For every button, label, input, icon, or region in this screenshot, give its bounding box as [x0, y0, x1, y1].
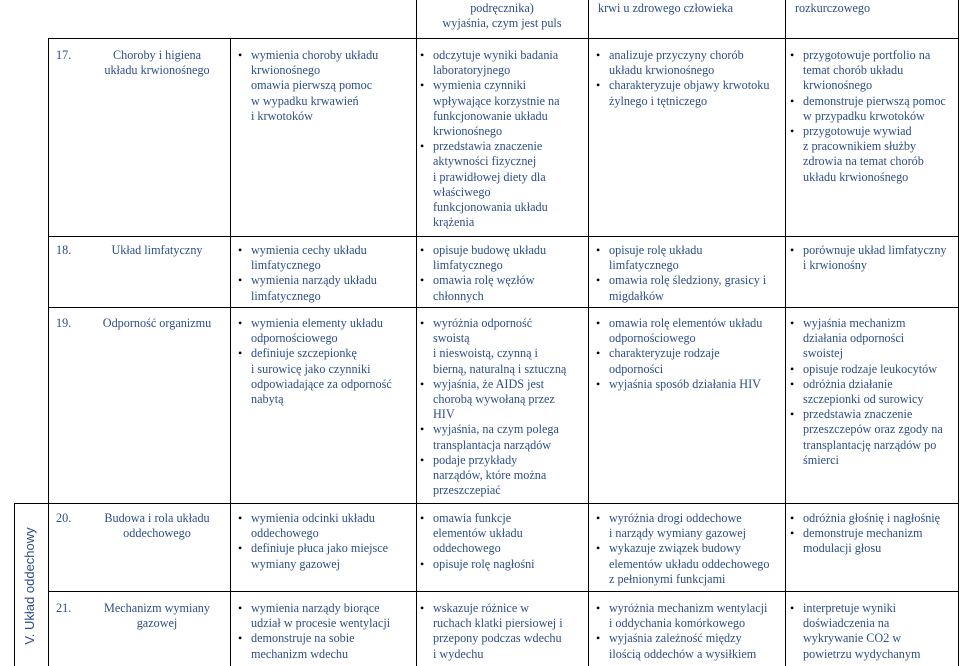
bullet-list — [420, 601, 586, 662]
bullet-line: chorobą wywołaną przez — [433, 392, 555, 407]
requirements-cell-c3 — [420, 316, 586, 498]
bullet-line: mechanizm wdechu — [251, 646, 349, 661]
bullet-line: • wymienia odcinki układu — [251, 511, 375, 525]
bullet-line: elementów układu — [433, 526, 523, 541]
bullet-line: szczepionki od surowicy — [803, 392, 924, 407]
bullet-list — [596, 511, 784, 587]
bullet-line: • demonstruje mechanizm — [803, 526, 923, 541]
bullet-item — [420, 377, 586, 423]
row-line-1 — [48, 236, 959, 237]
bullet-list — [790, 243, 956, 273]
bullet-list — [596, 601, 784, 662]
bullet-line: limfatycznego — [609, 258, 679, 273]
bullet-line: • przygotowuje portfolio na — [803, 48, 931, 62]
bullet-line: • wyjaśnia mechanizm — [803, 316, 906, 330]
bullet-line: • wyróżnia odporność — [433, 316, 533, 330]
bullet-line: • przedstawia znaczenie — [433, 139, 543, 154]
bullet-line: układu krwionośnego — [609, 63, 715, 78]
topic-cell — [86, 48, 228, 78]
topic-line: gazowej — [136, 616, 178, 631]
topic-line: Mechanizm wymiany — [104, 601, 210, 615]
bullet-line: • demonstruje pierwszą pomoc — [803, 93, 946, 108]
bullet-line: modulacji głosu — [803, 541, 882, 556]
row-number-text: 20. — [56, 511, 72, 525]
bullet-item — [790, 526, 956, 556]
bullet-item — [790, 316, 956, 362]
bullet-list — [790, 511, 956, 557]
bullet-line: krwionośnego — [433, 124, 503, 139]
row-number — [56, 316, 86, 331]
bullet-line: • charakteryzuje objawy krwotoku — [609, 78, 770, 93]
bullet-item — [420, 273, 586, 303]
top-cell-col3 — [416, 1, 588, 31]
requirements-cell-c3 — [420, 243, 586, 304]
bullet-line: przeszczepów oraz zgody na — [803, 422, 943, 437]
bullet-line: • podaje przykłady — [433, 452, 518, 467]
top-cell-col5 — [795, 1, 955, 16]
requirements-cell-c2 — [238, 316, 414, 407]
row-line-3 — [14, 503, 959, 504]
bullet-line: śmierci — [803, 452, 839, 467]
bullet-item — [238, 631, 414, 661]
bullet-line: i surowicę jako czynniki — [251, 361, 371, 376]
row-line-4 — [48, 591, 959, 592]
bullet-item — [420, 422, 586, 452]
bullet-line: ilością oddechów a wysiłkiem — [609, 646, 757, 661]
bullet-item — [238, 48, 414, 124]
topic-cell — [86, 601, 228, 631]
bullet-line: • omawia rolę śledziony, grasicy i — [609, 273, 767, 288]
row-number — [56, 601, 86, 616]
bullet-line: • omawia funkcje — [433, 511, 512, 525]
bullet-line: • analizuje przyczyny chorób — [609, 48, 744, 62]
bullet-line: • opisuje rodzaje leukocytów — [803, 361, 938, 376]
bullet-item — [420, 48, 586, 78]
bullet-line: • wymienia narządy biorące — [251, 601, 380, 615]
bullet-item — [238, 601, 414, 631]
bullet-item — [420, 601, 586, 662]
bullet-item — [596, 273, 784, 303]
bullet-item — [238, 541, 414, 571]
bullet-line: krwionośnego — [251, 63, 321, 78]
bullet-line: chłonnych — [433, 288, 484, 303]
bullet-line: • opisuje rolę układu — [609, 243, 703, 257]
bullet-line: elementów układu oddechowego — [609, 556, 770, 571]
bullet-line: limfatycznego — [433, 258, 503, 273]
bullet-line: funkcjonowanie układu — [433, 108, 548, 123]
bullet-line: • odczytuje wyniki badania — [433, 48, 559, 62]
row-number-text: 19. — [56, 316, 72, 330]
bullet-line: z pracownikiem służby — [803, 139, 917, 154]
requirements-cell-c4 — [596, 601, 784, 662]
bullet-line: wpływające korzystnie na — [433, 93, 560, 108]
bullet-list — [596, 243, 784, 304]
requirements-cell-c3 — [420, 601, 586, 662]
bullet-list — [420, 316, 586, 498]
row-number-text: 17. — [56, 48, 72, 62]
bullet-line: transplantacja narządów — [433, 437, 552, 452]
bullet-item — [790, 511, 956, 526]
bullet-line: laboratoryjnego — [433, 63, 511, 78]
bullet-item — [420, 453, 586, 499]
bullet-item — [596, 243, 784, 273]
requirements-cell-c4 — [596, 243, 784, 304]
col-divider-2 — [416, 0, 417, 666]
table-left-border — [48, 38, 49, 666]
top-col4-text: krwi u zdrowego człowieka — [598, 1, 734, 15]
bullet-line: przepony podczas wdechu — [433, 631, 562, 646]
bullet-line: • charakteryzuje rodzaje — [609, 346, 720, 361]
bullet-line: • wyjaśnia sposób działania HIV — [609, 376, 761, 391]
requirements-cell-c4 — [596, 48, 784, 109]
topic-line: Choroby i higiena — [112, 48, 201, 62]
bullet-line: omawia pierwszą pomoc — [251, 78, 373, 93]
bullet-list — [790, 316, 956, 468]
bullet-line: w wypadku krwawień — [251, 93, 359, 108]
bullet-line: oddechowego — [433, 541, 501, 556]
col-divider-4 — [785, 0, 786, 666]
bullet-line: • omawia rolę węzłów — [433, 273, 535, 288]
bullet-line: • odróżnia działanie — [803, 376, 893, 391]
bullet-item — [790, 407, 956, 468]
bullet-line: nabytą — [251, 392, 284, 407]
bullet-item — [420, 511, 586, 557]
bullet-line: • wymienia cechy układu — [251, 243, 367, 257]
bullet-item — [596, 78, 784, 108]
bullet-item — [420, 557, 586, 572]
bullet-item — [596, 377, 784, 392]
bullet-line: • definiuje płuca jako miejsce — [251, 541, 389, 556]
bullet-line: • demonstruje na sobie — [251, 631, 355, 646]
bullet-item — [790, 48, 956, 94]
table-right-border — [958, 0, 959, 666]
bullet-line: przeszczepiać — [433, 483, 501, 498]
bullet-item — [596, 631, 784, 661]
bullet-line: narządów, które można — [433, 468, 547, 483]
topic-cell — [86, 511, 228, 541]
requirements-cell-c5 — [790, 243, 956, 273]
bullet-item — [790, 377, 956, 407]
bullet-list — [790, 601, 956, 662]
bullet-line: • wymienia narządy układu — [251, 273, 377, 288]
bullet-line: żylnego i tętniczego — [609, 93, 708, 108]
requirements-cell-c4 — [596, 316, 784, 392]
row-number — [56, 511, 86, 526]
top-cell-col4 — [598, 1, 783, 16]
bullet-list — [238, 243, 414, 304]
bullet-line: • przedstawia znaczenie — [803, 407, 913, 422]
bullet-list — [596, 316, 784, 392]
bullet-item — [790, 124, 956, 185]
bullet-line: limfatycznego — [251, 258, 321, 273]
requirements-cell-c2 — [238, 243, 414, 304]
bullet-list — [238, 511, 414, 572]
bullet-line: temat chorób układu — [803, 63, 904, 78]
bullet-line: zdrowia na temat chorób — [803, 154, 924, 169]
bullet-line: swoistą — [433, 331, 470, 346]
topic-line: Budowa i rola układu — [104, 511, 210, 525]
row-number-text: 21. — [56, 601, 72, 615]
requirements-cell-c2 — [238, 511, 414, 572]
bullet-line: limfatycznego — [251, 288, 321, 303]
bullet-line: doświadczenia na — [803, 616, 890, 631]
section-label-respiratory: V. Układ oddechowy — [22, 527, 37, 645]
bullet-line: oddechowego — [251, 526, 319, 541]
bullet-line: krążenia — [433, 215, 475, 230]
requirements-cell-c5 — [790, 316, 956, 468]
requirements-cell-c5 — [790, 511, 956, 557]
bullet-item — [790, 601, 956, 662]
bullet-line: i wydechu — [433, 646, 484, 661]
topic-line: oddechowego — [123, 526, 191, 541]
bullet-line: z pełnionymi funkcjami — [609, 571, 726, 586]
requirements-cell-c5 — [790, 48, 956, 185]
bullet-line: • wyjaśnia, na czym polega — [433, 422, 559, 437]
requirements-cell-c5 — [790, 601, 956, 662]
col-divider-3 — [588, 0, 589, 666]
bullet-list — [420, 48, 586, 230]
bullet-line: • wymienia elementy układu — [251, 316, 383, 330]
bullet-line: właściwego — [433, 184, 491, 199]
bullet-line: • opisuje budowę układu — [433, 243, 547, 257]
bullet-line: • interpretuje wyniki — [803, 601, 897, 615]
bullet-line: • omawia rolę elementów układu — [609, 316, 763, 330]
bullet-line: • przygotowuje wywiad — [803, 124, 912, 139]
bullet-list — [420, 243, 586, 304]
bullet-line: i narządy wymiany gazowej — [609, 526, 747, 541]
requirements-cell-c2 — [238, 48, 414, 124]
row-line-2 — [48, 307, 959, 308]
bullet-list — [238, 48, 414, 124]
bullet-item — [238, 346, 414, 407]
bullet-item — [238, 511, 414, 541]
bullet-item — [420, 243, 586, 273]
bullet-line: i krwionośny — [803, 258, 867, 273]
bullet-line: • wymienia choroby układu — [251, 48, 379, 62]
bullet-line: • definiuje szczepionkę — [251, 346, 357, 361]
row-number — [56, 243, 86, 258]
bullet-item — [596, 511, 784, 541]
top-col3-line-1: podręcznika) — [470, 1, 534, 15]
requirements-cell-c2 — [238, 601, 414, 662]
bullet-line: • wskazuje różnice w — [433, 601, 530, 615]
bullet-item — [420, 139, 586, 230]
bullet-line: funkcjonowania układu — [433, 200, 548, 215]
bullet-line: • odróżnia głośnię i nagłośnię — [803, 511, 941, 525]
topic-cell — [86, 316, 228, 331]
bullet-item — [596, 346, 784, 376]
bullet-line: HIV — [433, 407, 455, 422]
col-divider-1 — [230, 38, 231, 666]
bullet-line: • wyjaśnia, że AIDS jest — [433, 376, 545, 391]
bullet-line: • porównuje układ limfatyczny — [803, 243, 947, 257]
bullet-line: działania odporności — [803, 331, 905, 346]
bullet-list — [420, 511, 586, 572]
bullet-line: • wyjaśnia zależność między — [609, 631, 742, 646]
bullet-line: odpornościowego — [609, 331, 696, 346]
bullet-list — [238, 316, 414, 407]
topic-line: Odporność organizmu — [102, 316, 212, 330]
bullet-item — [596, 316, 784, 346]
topic-cell — [86, 243, 228, 258]
bullet-line: transplantację narządów po — [803, 437, 937, 452]
bullet-line: i oddychania komórkowego — [609, 616, 746, 631]
bullet-item — [238, 243, 414, 273]
bullet-item — [420, 316, 586, 377]
bullet-line: bierną, naturalną i sztuczną — [433, 361, 567, 376]
bullet-line: układu krwionośnego — [803, 169, 909, 184]
requirements-cell-c3 — [420, 511, 586, 572]
topic-line: Układ limfatyczny — [111, 243, 203, 257]
requirements-cell-c3 — [420, 48, 586, 230]
bullet-line: i prawidłowej diety dla — [433, 169, 546, 184]
bullet-item — [596, 541, 784, 587]
bullet-list — [596, 48, 784, 109]
bullet-line: • wykazuje związek budowy — [609, 541, 741, 556]
bullet-line: ruchach klatki piersiowej i — [433, 616, 563, 631]
bullet-line: • wyróżnia drogi oddechowe — [609, 511, 742, 525]
top-col3-line-2: wyjaśnia, czym jest puls — [442, 16, 562, 31]
bullet-item — [238, 316, 414, 346]
requirements-cell-c4 — [596, 511, 784, 587]
row-line-0 — [48, 38, 959, 39]
bullet-item — [596, 48, 784, 78]
bullet-item — [238, 273, 414, 303]
bullet-line: • wyróżnia mechanizm wentylacji — [609, 601, 768, 615]
bullet-line: udział w procesie wentylacji — [251, 616, 391, 631]
bullet-item — [790, 94, 956, 124]
bullet-item — [790, 362, 956, 377]
bullet-line: i nieswoistą, czynną i — [433, 346, 538, 361]
bullet-line: wymiany gazowej — [251, 556, 341, 571]
bullet-line: i krwotoków — [251, 108, 313, 123]
bullet-line: swoistej — [803, 346, 843, 361]
bullet-item — [790, 243, 956, 273]
bullet-line: powietrzu wydychanym — [803, 646, 921, 661]
bullet-line: odpornościowego — [251, 331, 338, 346]
bullet-line: w przypadku krwotoków — [803, 108, 925, 123]
bullet-line: migdałków — [609, 288, 664, 303]
top-col5-text: rozkurczowego — [795, 1, 871, 15]
bullet-list — [238, 601, 414, 662]
bullet-line: aktywności fizycznej — [433, 154, 537, 169]
bullet-item — [596, 601, 784, 631]
bullet-line: krwionośnego — [803, 78, 873, 93]
bullet-line: • opisuje rolę nagłośni — [433, 556, 535, 571]
bullet-line: • wymienia czynniki — [433, 78, 527, 93]
bullet-item — [420, 78, 586, 139]
bullet-list — [790, 48, 956, 185]
bullet-line: odpowiadające za odporność — [251, 376, 392, 391]
bullet-line: odporności — [609, 361, 664, 376]
topic-line: układu krwionośnego — [104, 63, 210, 78]
row-number — [56, 48, 86, 63]
bullet-line: wykrywanie CO2 w — [803, 631, 902, 646]
row-number-text: 18. — [56, 243, 72, 257]
